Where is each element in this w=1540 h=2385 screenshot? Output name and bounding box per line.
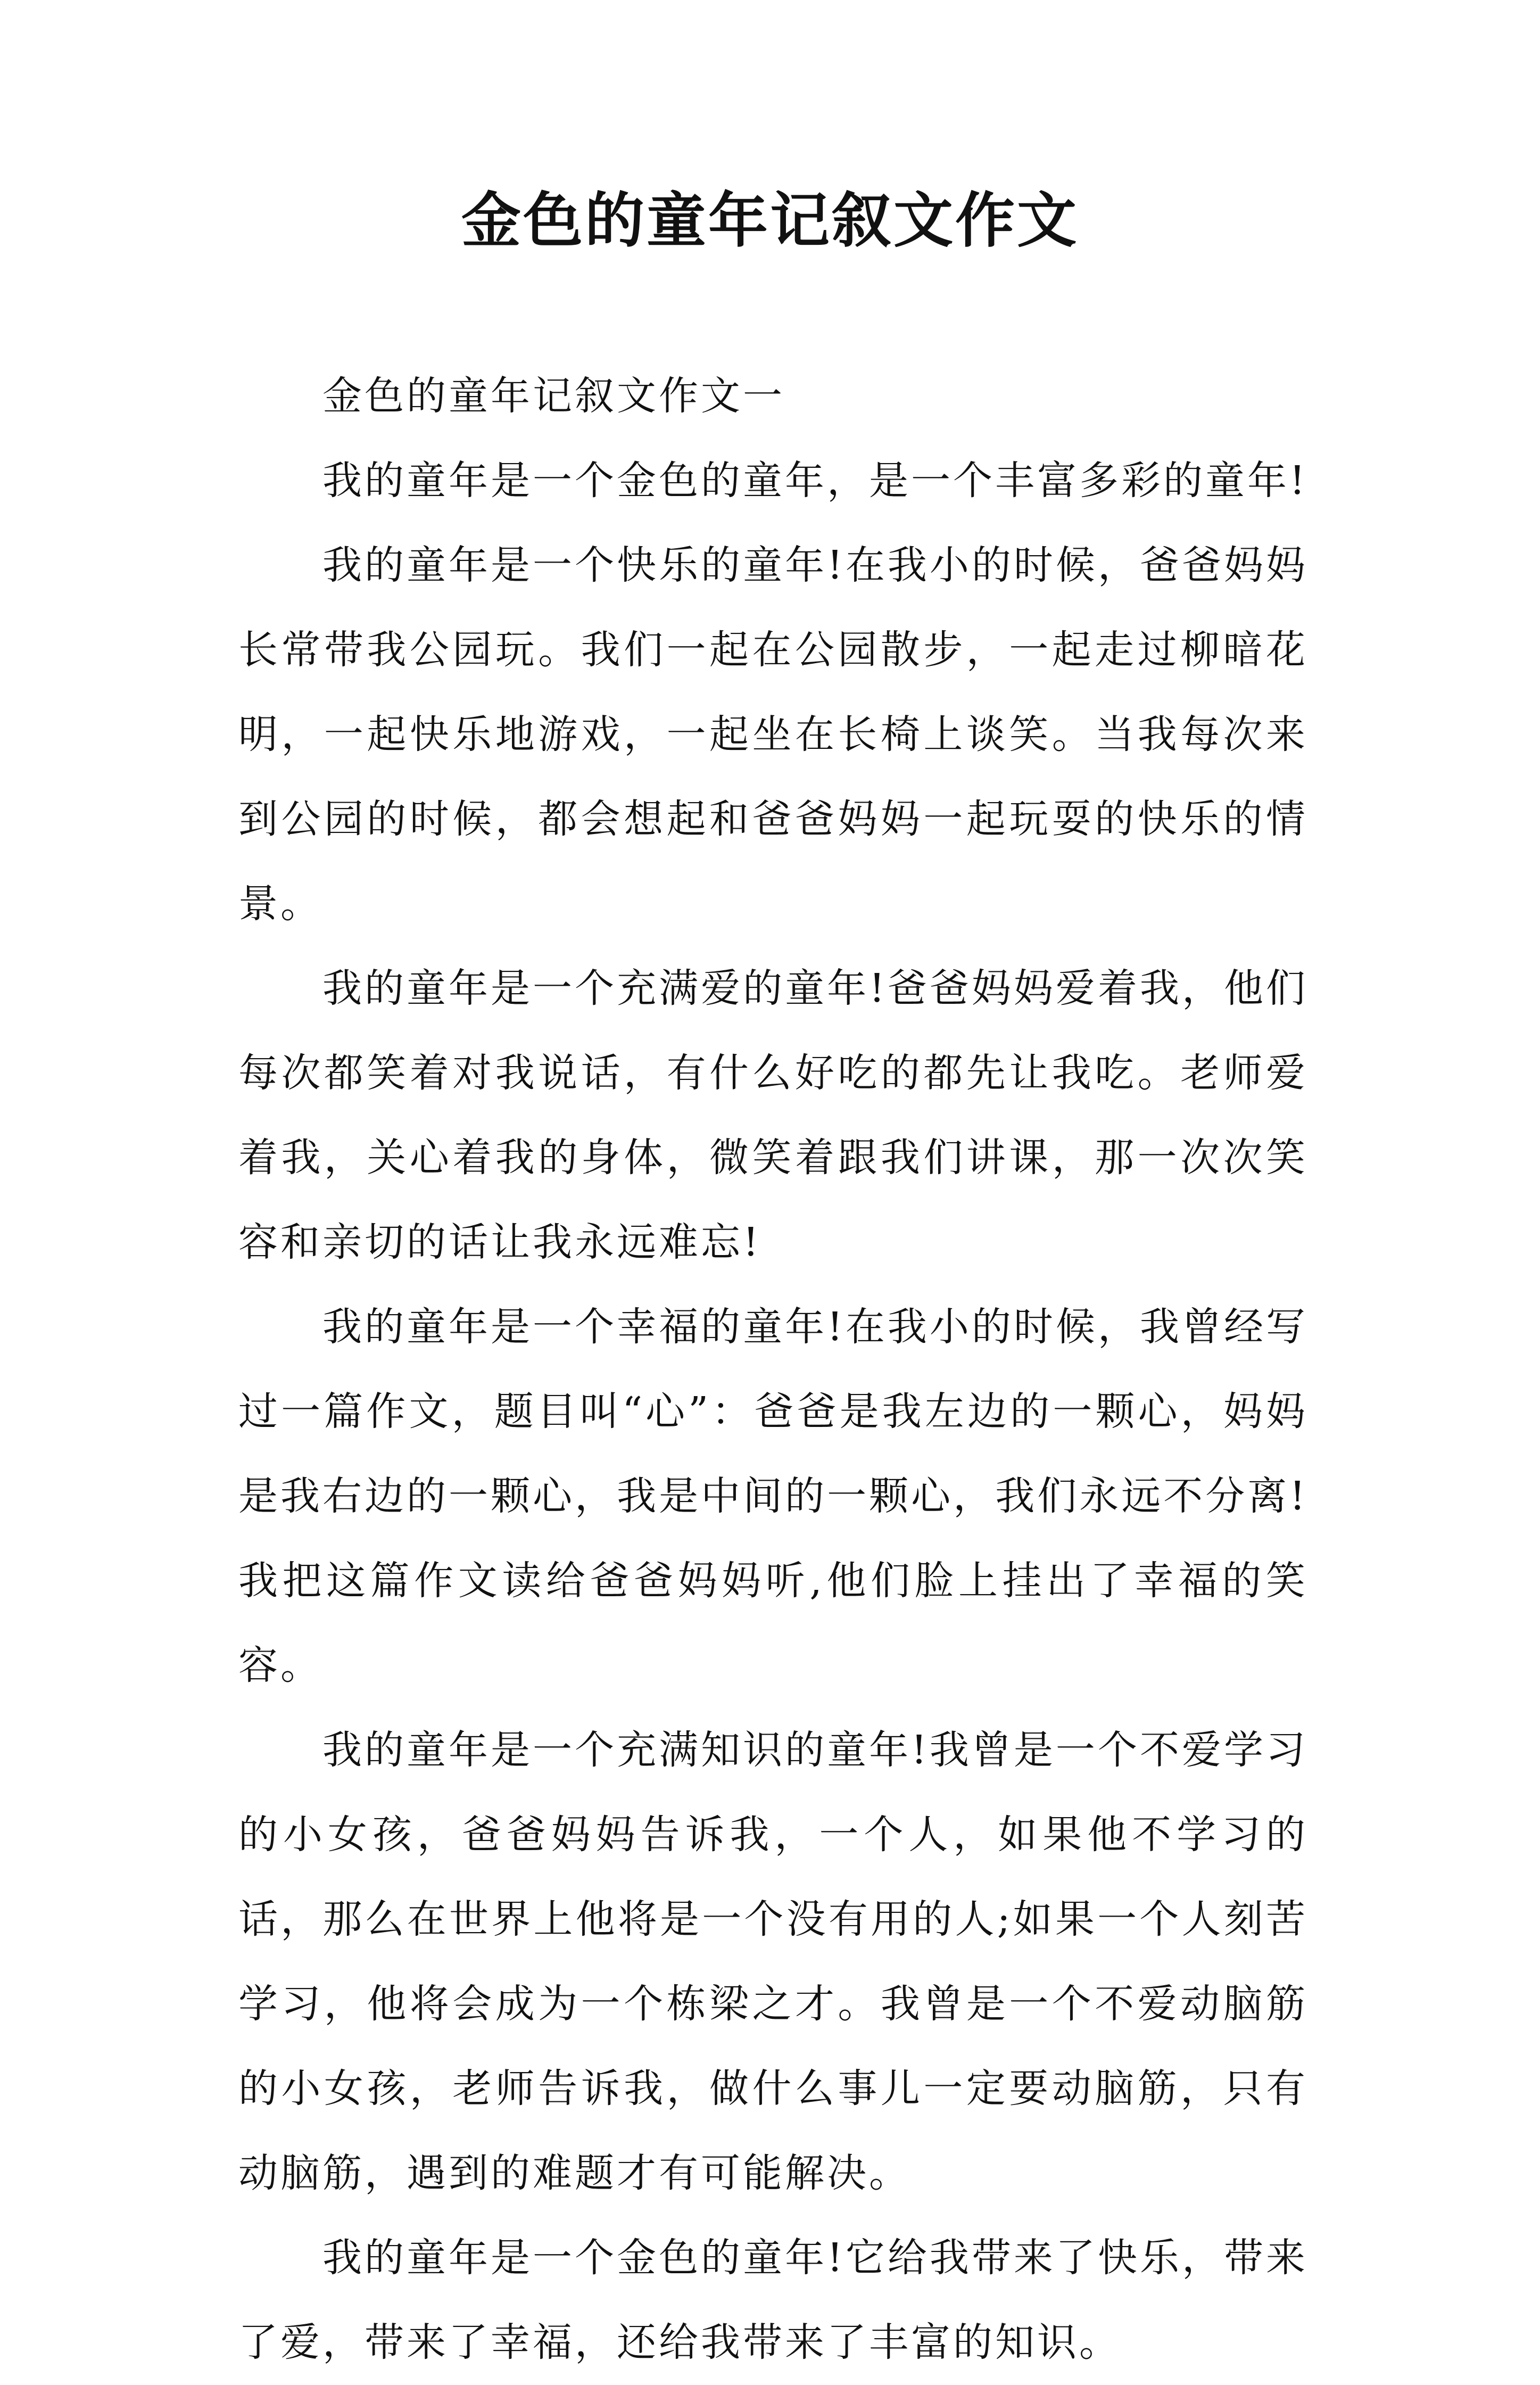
- paragraph: 我的童年是一个快乐的童年!在我小的时候，爸爸妈妈长常带我公园玩。我们一起在公园散步，一起走过柳暗花明，一起快乐地游戏，一起坐在长椅上谈笑。当我每次来到公园的时候，都会想起和爸爸妈妈一起玩耍的快乐的情景。: [238, 542, 1308, 927]
- paragraph-subtitle: 金色的童年记叙文作文一: [322, 373, 785, 419]
- paragraph: 我的童年是一个幸福的童年!在我小的时候，我曾经写过一篇作文，题目叫“心”：爸爸是我左边的一颗心，妈妈是我右边的一颗心，我是中间的一颗心，我们永远不分离!我把这篇作文读给爸爸妈妈听,他们脸上挂出了幸福的笑容。: [238, 1304, 1308, 1688]
- paragraph: 我的童年是一个充满知识的童年!我曾是一个不爱学习的小女孩，爸爸妈妈告诉我，一个人，如果他不学习的话，那么在世界上他将是一个没有用的人;如果一个人刻苦学习，他将会成为一个栋梁之才。我曾是一个不爱动脑筋的小女孩，老师告诉我，做什么事儿一定要动脑筋，只有动脑筋，遇到的难题才有可能解决。: [238, 1727, 1308, 2196]
- paragraph: 我的童年是一个充满爱的童年!爸爸妈妈爱着我，他们每次都笑着对我说话，有什么好吃的都先让我吃。老师爱着我，关心着我的身体，微笑着跟我们讲课，那一次次笑容和亲切的话让我永远难忘!: [238, 965, 1308, 1265]
- paragraph: 我的童年是一个金色的童年!它给我带来了快乐，带来了爱，带来了幸福，还给我带来了丰富的知识。: [238, 2235, 1308, 2365]
- paragraph: 我的童年是一个金色的童年，是一个丰富多彩的童年!: [322, 458, 1308, 504]
- document-title: 金色的童年记叙文作文: [461, 186, 1079, 255]
- document-body: [238, 354, 1308, 2385]
